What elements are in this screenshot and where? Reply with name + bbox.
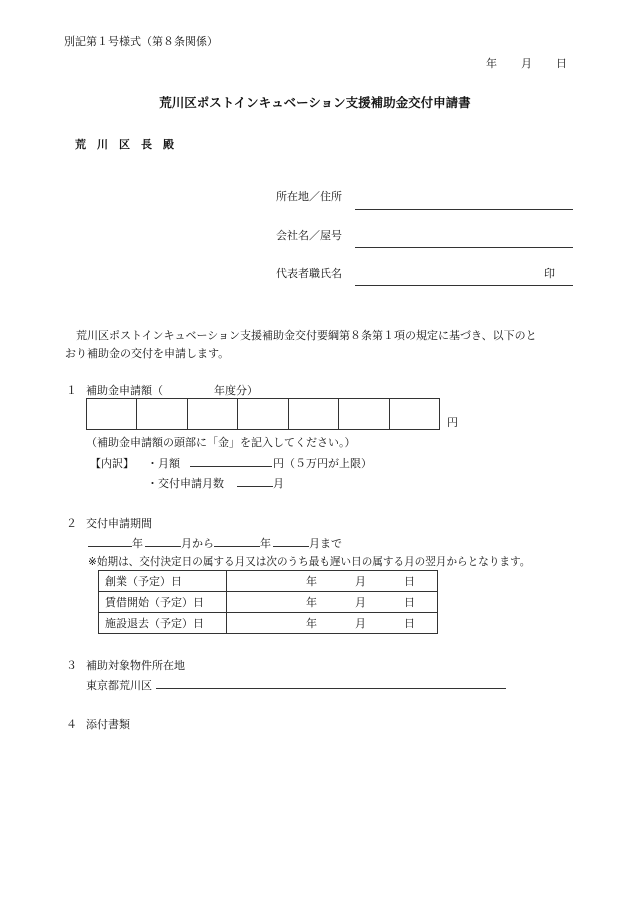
table-row (99, 571, 438, 592)
row-month: 月 (355, 575, 366, 588)
row-day: 日 (404, 596, 415, 609)
amount-digit-cell[interactable] (87, 399, 137, 429)
section1-fiscal-year: 年度分） (214, 384, 258, 397)
monthly-amount-label: ・月額 (147, 457, 180, 470)
months-label: ・交付申請月数 (147, 477, 224, 490)
table-row (99, 613, 438, 634)
addressee: 荒 川 区 長 殿 (75, 138, 174, 151)
dates-table (98, 570, 438, 634)
date-row-label: 賃借開始（予定）日 (99, 592, 227, 613)
row-month: 月 (355, 596, 366, 609)
form-reference: 別記第１号様式（第８条関係） (64, 35, 218, 48)
section1-label: 補助金申請額（ (86, 384, 163, 397)
amount-yen-unit: 円 (447, 416, 458, 429)
table-row (99, 592, 438, 613)
amount-digit-cell[interactable] (339, 399, 389, 429)
monthly-amount-field[interactable] (190, 466, 272, 467)
location-prefix: 東京都荒川区 (86, 679, 152, 692)
period-end-year-field[interactable] (214, 546, 260, 547)
section4-number: ４ (66, 718, 77, 731)
period-end-year: 年 (260, 537, 271, 550)
row-month: 月 (355, 617, 366, 630)
date-row-label: 創業（予定）日 (99, 571, 227, 592)
company-field[interactable] (355, 247, 573, 248)
date-year: 年 (486, 57, 497, 70)
amount-digit-cell[interactable] (390, 399, 439, 429)
date-row-value[interactable] (227, 571, 438, 592)
period-start-month: 月から (181, 537, 214, 550)
amount-digit-cell[interactable] (137, 399, 187, 429)
address-field[interactable] (355, 209, 573, 210)
intro-line-1: 荒川区ポストインキュベーション支援補助金交付要綱第８条第１項の規定に基づき、以下のと (76, 329, 537, 342)
section3-number: ３ (66, 659, 77, 672)
amount-note: （補助金申請額の頭部に「金」を記入してください。） (86, 436, 356, 449)
period-note: ※始期は、交付決定日の属する月又は次のうち最も遅い日の属する月の翌月からとなります。 (88, 556, 531, 568)
section3-label: 補助対象物件所在地 (86, 659, 185, 672)
row-day: 日 (404, 575, 415, 588)
period-end-month-field[interactable] (273, 546, 309, 547)
company-label: 会社名／屋号 (276, 229, 342, 242)
row-year: 年 (306, 575, 317, 588)
months-field[interactable] (237, 486, 273, 487)
amount-digit-cell[interactable] (188, 399, 238, 429)
period-end-month: 月まで (309, 537, 342, 550)
section1-number: １ (66, 384, 77, 397)
monthly-amount-suffix: 円（５万円が上限） (273, 457, 372, 470)
row-year: 年 (306, 596, 317, 609)
section2-label: 交付申請期間 (86, 517, 152, 530)
amount-digit-cell[interactable] (238, 399, 288, 429)
representative-label: 代表者職氏名 (276, 267, 342, 280)
date-row-value[interactable] (227, 613, 438, 634)
date-day: 日 (556, 57, 567, 70)
date-row-label: 施設退去（予定）日 (99, 613, 227, 634)
row-day: 日 (404, 617, 415, 630)
row-year: 年 (306, 617, 317, 630)
period-start-month-field[interactable] (145, 546, 181, 547)
months-suffix: 月 (273, 477, 284, 490)
intro-line-2: おり補助金の交付を申請します。 (65, 347, 230, 360)
amount-boxes[interactable] (86, 398, 440, 430)
address-label: 所在地／住所 (276, 190, 342, 203)
date-row-value[interactable] (227, 592, 438, 613)
section2-number: ２ (66, 517, 77, 530)
seal-mark: 印 (544, 267, 555, 280)
representative-field[interactable] (355, 285, 573, 286)
period-start-year: 年 (132, 537, 143, 550)
date-month: 月 (521, 57, 532, 70)
section4-label: 添付書類 (86, 718, 130, 731)
breakdown-label: 【内訳】 (90, 457, 134, 470)
location-field[interactable] (156, 688, 506, 689)
amount-digit-cell[interactable] (289, 399, 339, 429)
document-title: 荒川区ポストインキュベーション支援補助金交付申請書 (159, 95, 471, 110)
period-start-year-field[interactable] (88, 546, 132, 547)
